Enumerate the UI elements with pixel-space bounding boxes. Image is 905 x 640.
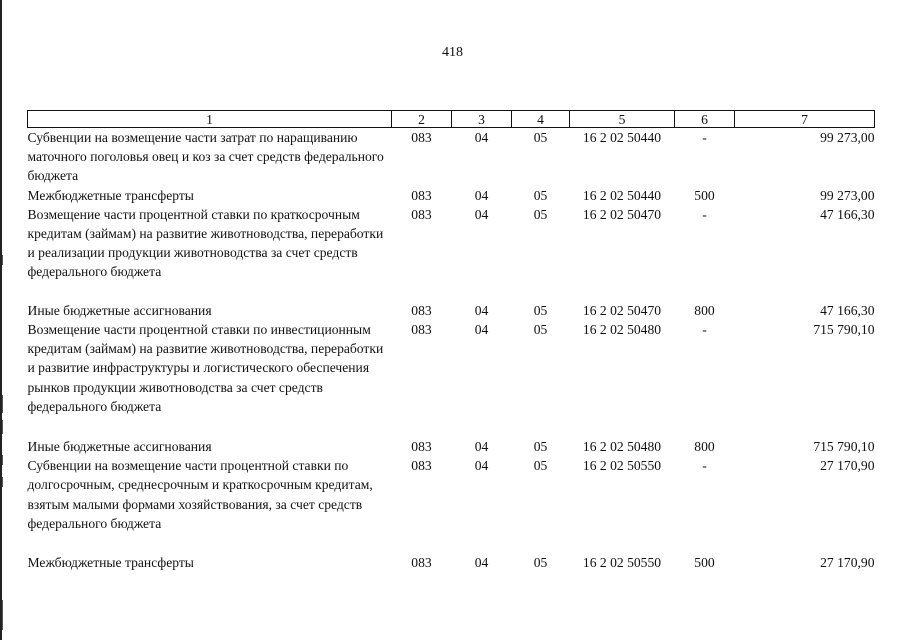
row-code-6: -	[702, 322, 707, 338]
row-code-3: 04	[474, 187, 489, 203]
table-row	[28, 553, 875, 572]
row-name: Возмещение части процентной ставки по краткосрочным кредитам (займам) на развитие животноводства, переработки и реализации продукции животноводства за счет средств федерального бюджета	[27, 206, 384, 280]
budget-table	[27, 110, 875, 572]
row-name: Субвенции на возмещение части процентной ставки по долгосрочным, среднесрочным и краткосрочным кредитам, взятым малыми формами хозяйствования, за счет средств федерального бюджета	[27, 458, 373, 531]
row-code-4: 05	[533, 458, 548, 474]
column-header-2: 2	[392, 111, 452, 128]
row-code-6: -	[702, 130, 707, 145]
table-row	[28, 437, 875, 456]
table-row	[28, 456, 875, 553]
row-code-6: 800	[694, 439, 715, 455]
row-code-2: 083	[411, 439, 432, 455]
row-code-4: 05	[533, 439, 548, 455]
scan-mark	[2, 455, 3, 465]
row-code-4: 05	[533, 322, 548, 338]
row-code-6: 500	[694, 555, 715, 571]
column-header-7: 7	[735, 111, 875, 128]
row-amount: 47 166,30	[820, 302, 875, 318]
column-header-3: 3	[452, 111, 512, 128]
row-code-5: 16 2 02 50550	[582, 555, 662, 571]
scan-mark	[2, 420, 3, 434]
row-code-3: 04	[474, 555, 489, 571]
row-code-3: 04	[474, 302, 489, 318]
row-code-5: 16 2 02 50440	[582, 130, 662, 145]
row-name: Субвенции на возмещение части затрат по наращиванию маточного поголовья овец и коз за счет средств федерального бюджета	[27, 130, 384, 184]
row-amount: 27 170,90	[820, 458, 875, 474]
row-code-3: 04	[474, 206, 489, 222]
row-amount: 715 790,10	[813, 322, 875, 338]
row-code-4: 05	[533, 206, 548, 222]
row-code-5: 16 2 02 50470	[582, 302, 662, 318]
row-name: Межбюджетные трансферты	[27, 555, 194, 571]
row-code-6: -	[702, 206, 707, 222]
row-code-2: 083	[411, 187, 432, 203]
table-row	[28, 186, 875, 205]
row-code-2: 083	[411, 555, 432, 571]
row-name: Межбюджетные трансферты	[27, 187, 194, 203]
table-row	[28, 301, 875, 320]
row-code-6: 800	[694, 302, 715, 318]
row-code-2: 083	[411, 130, 432, 145]
row-code-6: -	[702, 458, 707, 474]
row-code-4: 05	[533, 555, 548, 571]
row-code-3: 04	[474, 458, 489, 474]
row-code-6: 500	[694, 187, 715, 203]
column-header-6: 6	[675, 111, 735, 128]
page-number: 418	[442, 45, 463, 60]
row-code-2: 083	[411, 302, 432, 318]
row-amount: 99 273,00	[820, 130, 875, 145]
scan-left-edge	[0, 0, 2, 640]
row-code-3: 04	[474, 439, 489, 455]
row-code-3: 04	[474, 322, 489, 338]
row-code-4: 05	[533, 187, 548, 203]
row-amount: 715 790,10	[813, 439, 875, 455]
scan-mark	[2, 255, 3, 265]
row-code-2: 083	[411, 458, 432, 474]
row-amount: 27 170,90	[820, 555, 875, 571]
scan-mark	[2, 600, 3, 630]
row-name: Иные бюджетные ассигнования	[27, 302, 212, 318]
column-header-1: 1	[28, 111, 392, 128]
row-name: Возмещение части процентной ставки по инвестиционным кредитам (займам) на развитие животноводства, переработки и развитие инфраструктуры и логистического обеспечения рынков продукции животноводства за счет средств федерального бюджета	[27, 322, 384, 414]
row-code-5: 16 2 02 50550	[582, 458, 662, 474]
row-name: Иные бюджетные ассигнования	[27, 439, 212, 455]
column-header-4: 4	[512, 111, 570, 128]
row-code-5: 16 2 02 50480	[582, 322, 662, 338]
table-header-row	[28, 111, 875, 128]
row-code-4: 05	[533, 130, 548, 145]
row-code-2: 083	[411, 206, 432, 222]
row-code-4: 05	[533, 302, 548, 318]
table-row	[28, 320, 875, 437]
column-header-5: 5	[570, 111, 675, 128]
row-amount: 47 166,30	[820, 206, 875, 222]
row-code-5: 16 2 02 50470	[582, 206, 662, 222]
table-row	[28, 128, 875, 186]
row-code-5: 16 2 02 50480	[582, 439, 662, 455]
scan-mark	[2, 477, 3, 487]
row-code-3: 04	[474, 130, 489, 145]
scan-mark	[2, 395, 3, 413]
table-row	[28, 205, 875, 301]
row-code-5: 16 2 02 50440	[582, 187, 662, 203]
row-code-2: 083	[411, 322, 432, 338]
row-amount: 99 273,00	[820, 187, 875, 203]
